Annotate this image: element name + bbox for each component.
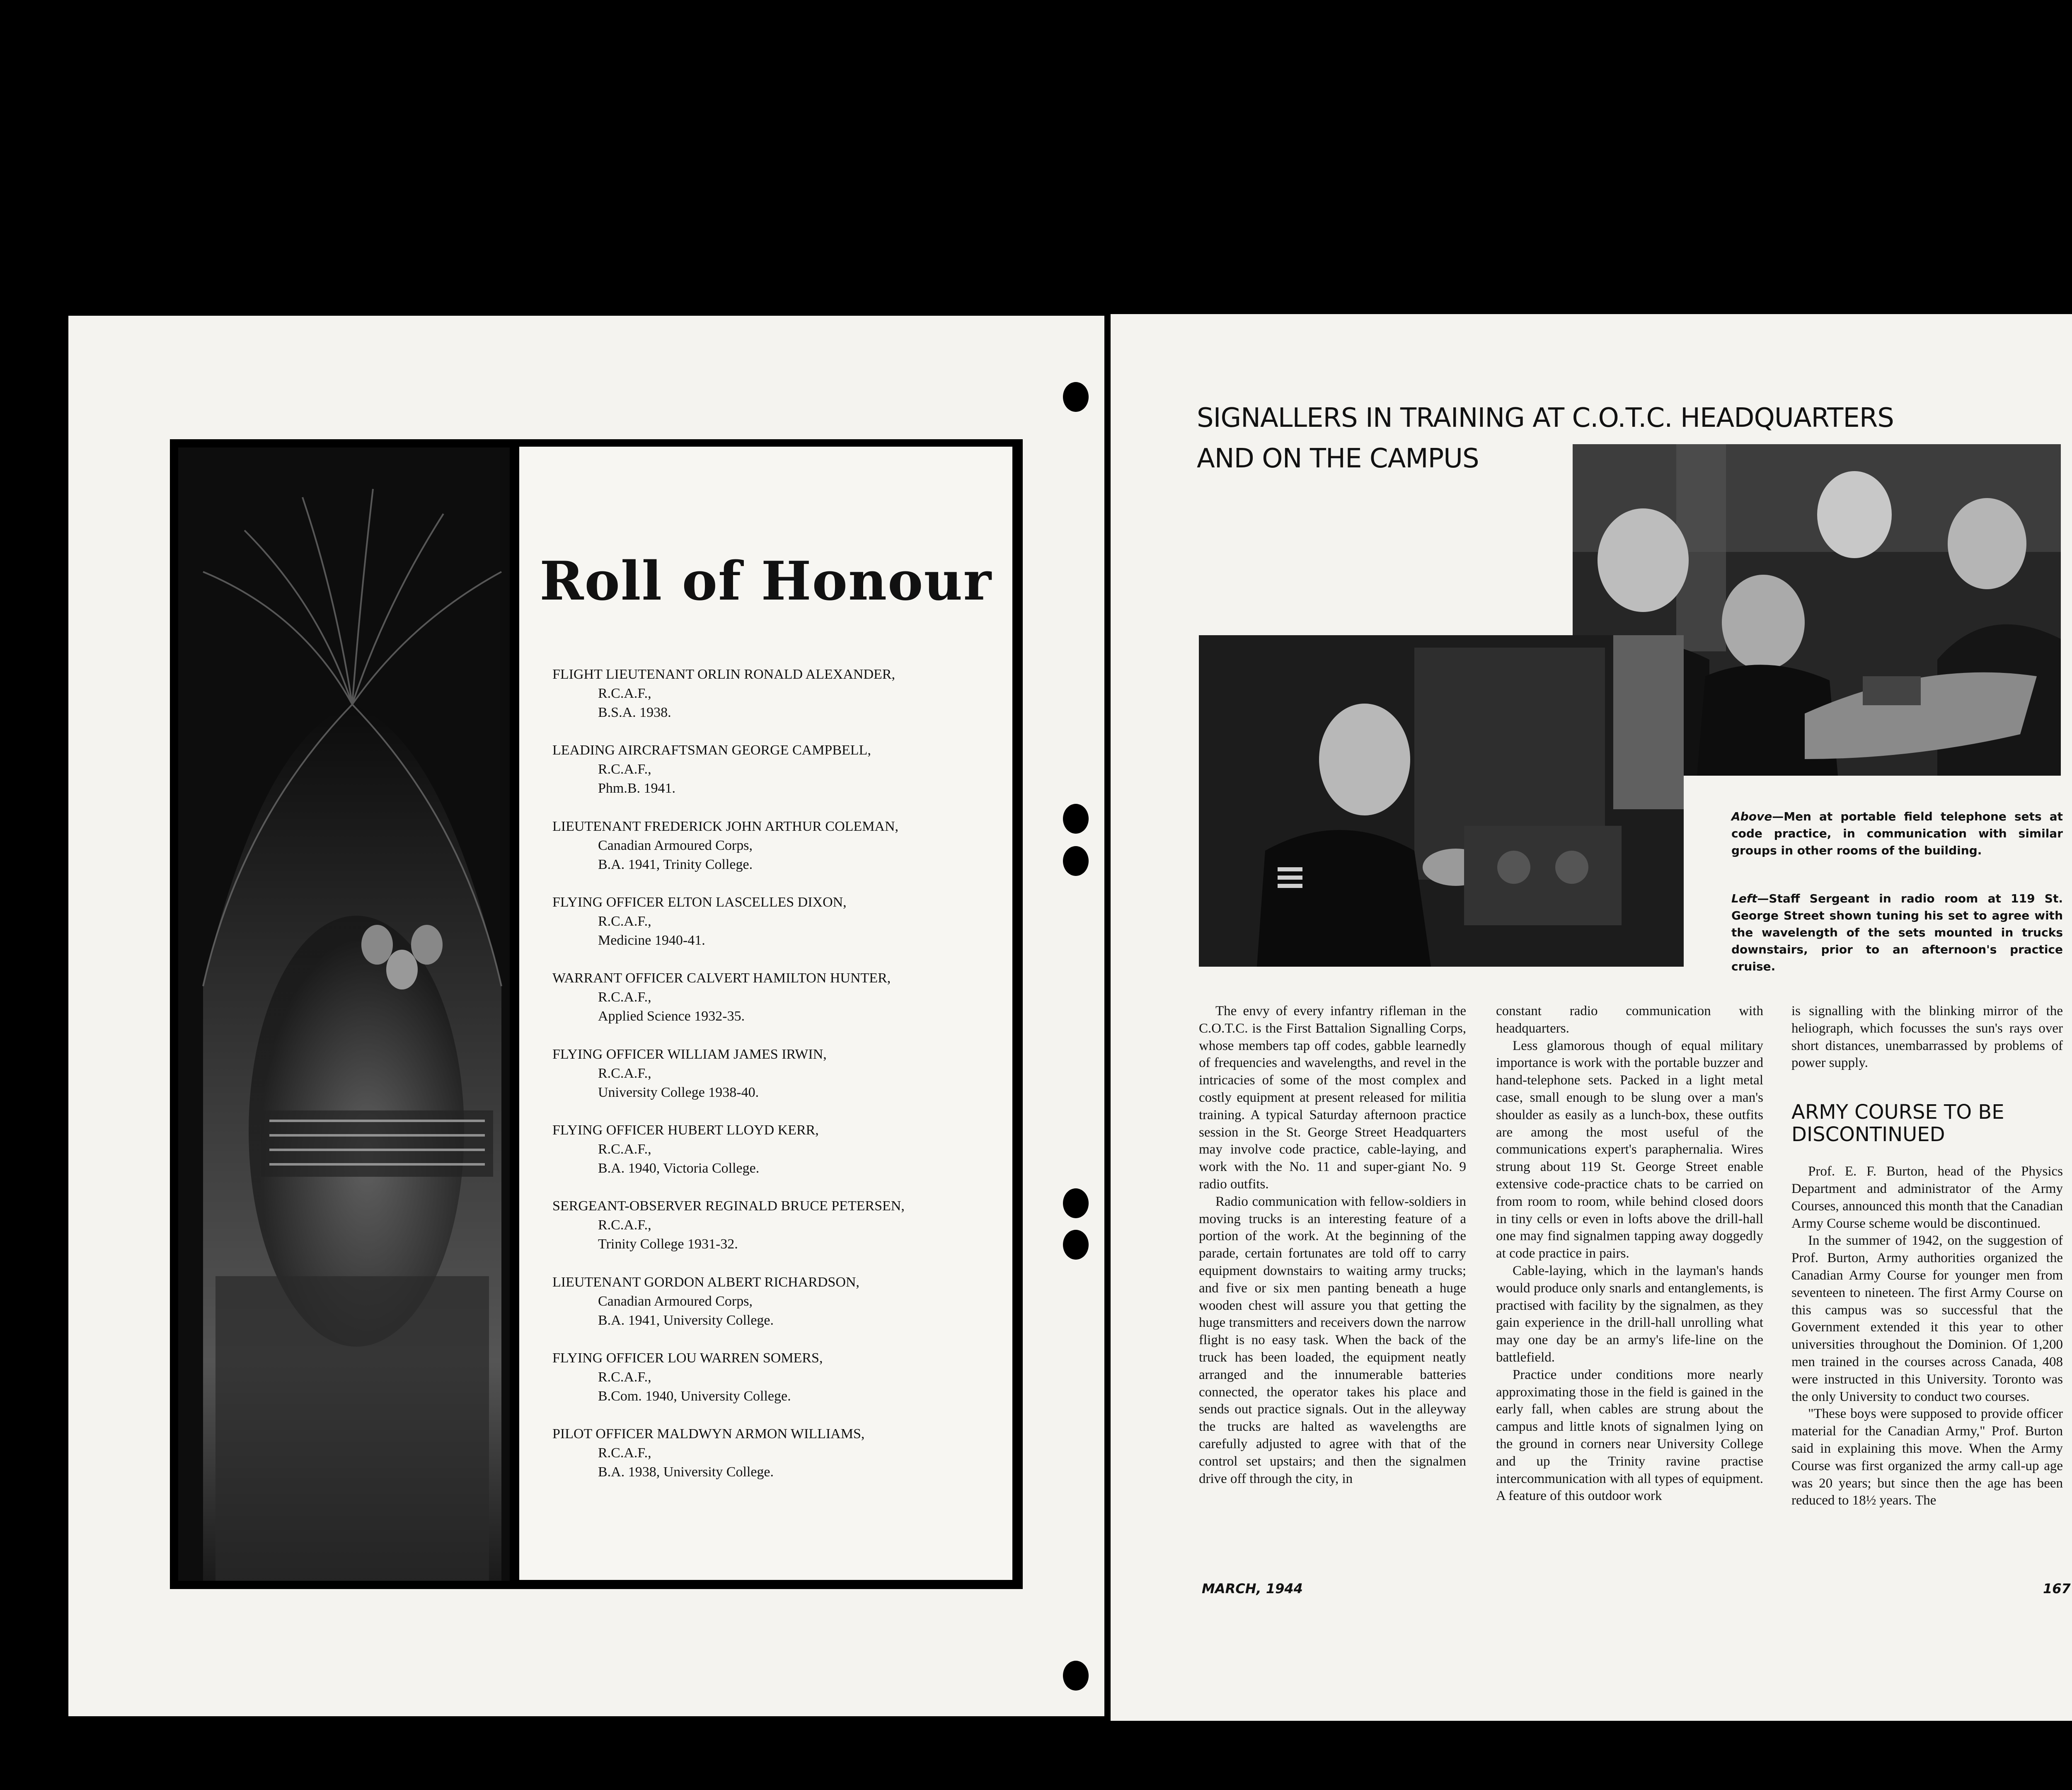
- honour-name: WARRANT OFFICER CALVERT HAMILTON HUNTER,: [552, 970, 891, 986]
- footer-date: MARCH, 1944: [1202, 1581, 1303, 1596]
- roll-of-honour-panel: [519, 447, 1012, 1580]
- paragraph: Radio communication with fellow-soldiers in moving trucks is an interesting feature of a portion of the work. At the beginning of the parade, certain fortunates are told off to carry equipment downstairs to waiting army trucks; and five or six men panting beneath a huge wooden chest will assure you that getting the huge transmitters and receivers down the narrow flight is no easy task. When the back of the truck has been loaded, the equipment neatly arranged and the innumerable batteries connected, the operator takes his place and sends out practice signals. Out in the alleyway the trucks are halted as wavelengths are carefully adjusted to agree with that of the control set upstairs; and then the signalmen drive off through the city, in: [1199, 1194, 1466, 1486]
- binder-hole: [1063, 382, 1089, 412]
- memorial-archway-photo: [178, 448, 510, 1581]
- honour-entry: [552, 817, 898, 874]
- caption-left: [1731, 890, 2063, 975]
- paragraph: Cable-laying, which in the layman's hands would produce only snarls and entanglements, is practised with facility by the signalmen, as they gain experience in the drill-hall unrolling what may one day be an army's life-line on the battlefield.: [1496, 1263, 1763, 1365]
- honour-service: R.C.A.F.,: [598, 914, 651, 929]
- binder-hole: [1063, 1188, 1089, 1218]
- honour-name: LEADING AIRCRAFTSMAN GEORGE CAMPBELL,: [552, 743, 871, 758]
- paragraph: In the summer of 1942, on the suggestion of Prof. Burton, Army authorities organized the Canadian Army Course for younger men from seventeen to nineteen. The first Army Course on this campus was so successful that the Government extended it this year to other universities throughout the Dominion. Of 1,200 men trained in the courses across Canada, 408 were instructed in this University. Toronto was the only University to conduct two courses.: [1791, 1233, 2063, 1404]
- article-column-2: [1496, 1003, 1763, 1505]
- honour-name: FLYING OFFICER LOU WARREN SOMERS,: [552, 1350, 823, 1366]
- paragraph: constant radio communication with headquarters.: [1496, 1004, 1763, 1036]
- honour-service: R.C.A.F.,: [598, 1445, 651, 1461]
- paragraph: Practice under conditions more nearly approximating those in the field is gained in the early fall, when cables are strung about the campus and little knots of signalmen lying on the ground in corners near University College and up the Trinity ravine practise intercommunication with all types of equipment. A feature of this outdoor work: [1496, 1367, 1763, 1504]
- article-column-3: [1791, 1003, 2063, 1509]
- archway-illustration: [178, 448, 510, 1581]
- roll-of-honour-title: Roll of Honour: [540, 550, 992, 612]
- radio-room-illustration: [1199, 635, 1684, 967]
- caption-above-text: —Men at portable field telephone sets at code practice, in communication with similar groups in other rooms of the building.: [1731, 810, 2063, 857]
- page-number: 167: [2043, 1581, 2071, 1596]
- honour-entry: [552, 1121, 819, 1178]
- honour-education: B.A. 1940, Victoria College.: [598, 1161, 760, 1176]
- honour-education: Applied Science 1932-35.: [598, 1009, 745, 1024]
- honour-name: LIEUTENANT FREDERICK JOHN ARTHUR COLEMAN,: [552, 819, 899, 834]
- honour-name: SERGEANT-OBSERVER REGINALD BRUCE PETERSEN,: [552, 1198, 905, 1214]
- honour-education: B.A. 1938, University College.: [598, 1464, 774, 1480]
- honour-entry: [552, 1045, 827, 1102]
- paragraph: is signalling with the blinking mirror of the heliograph, which focusses the sun's rays over short distances, unembarrassed by problems of power supply.: [1791, 1004, 2063, 1071]
- honour-entry: [552, 1425, 864, 1482]
- caption-left-lead: Left: [1731, 892, 1757, 905]
- paragraph: Prof. E. F. Burton, head of the Physics Department and administrator of the Army Courses, announced this month that the Canadian Army Course scheme would be discontinued.: [1791, 1164, 2063, 1231]
- honour-service: Canadian Armoured Corps,: [598, 838, 753, 853]
- honour-education: B.Com. 1940, University College.: [598, 1388, 791, 1404]
- honour-entry: [552, 1273, 859, 1330]
- honour-entry: [552, 1197, 905, 1254]
- honour-entry: [552, 665, 895, 722]
- honour-education: B.A. 1941, University College.: [598, 1313, 774, 1328]
- article-column-1: [1199, 1003, 1466, 1488]
- binder-hole: [1063, 1661, 1089, 1691]
- honour-name: LIEUTENANT GORDON ALBERT RICHARDSON,: [552, 1275, 859, 1290]
- subheading: ARMY COURSE TO BE DISCONTINUED: [1791, 1101, 2004, 1147]
- honour-entry: [552, 969, 891, 1026]
- caption-above-lead: Above: [1731, 810, 1772, 823]
- article-title-line1: SIGNALLERS IN TRAINING AT C.O.T.C. HEADQUARTERS: [1197, 403, 1894, 433]
- honour-service: R.C.A.F.,: [598, 1369, 651, 1385]
- honour-name: FLYING OFFICER ELTON LASCELLES DIXON,: [552, 895, 847, 910]
- honour-education: Trinity College 1931-32.: [598, 1236, 738, 1252]
- honour-entry: [552, 741, 871, 798]
- honour-name: FLIGHT LIEUTENANT ORLIN RONALD ALEXANDER,: [552, 667, 895, 682]
- honour-name: FLYING OFFICER HUBERT LLOYD KERR,: [552, 1122, 819, 1138]
- honour-service: R.C.A.F.,: [598, 1066, 651, 1081]
- article-title-line2: AND ON THE CAMPUS: [1197, 443, 1479, 474]
- honour-education: Medicine 1940-41.: [598, 933, 705, 948]
- binder-hole: [1063, 846, 1089, 876]
- honour-service: R.C.A.F.,: [598, 1217, 651, 1233]
- honour-service: R.C.A.F.,: [598, 1142, 651, 1157]
- binder-hole: [1063, 804, 1089, 834]
- caption-left-text: —Staff Sergeant in radio room at 119 St. George Street shown tuning his set to agree with the wavelength of the sets mounted in trucks downstairs, prior to an afternoon's practice cruise.: [1731, 892, 2063, 973]
- honour-service: R.C.A.F.,: [598, 762, 651, 777]
- honour-entry: [552, 1349, 823, 1406]
- honour-education: B.A. 1941, Trinity College.: [598, 857, 753, 872]
- paragraph: Less glamorous though of equal military importance is work with the portable buzzer and hand-telephone sets. Packed in a light metal case, small enough to be slung over a man's shoulder as easily as a lunch-box, these outfits are among the most useful of the communications expert's paraphernalia. Wires strung about 119 St. George Street enable extensive code-practice chats to be carried on from room to room, while behind closed doors in tiny cells or even in lofts above the drill-hall one may find signalmen tapping away doggedly at code practice in pairs.: [1496, 1038, 1763, 1261]
- honour-education: B.S.A. 1938.: [598, 705, 671, 720]
- honour-education: University College 1938-40.: [598, 1085, 759, 1100]
- honour-entry: [552, 893, 847, 950]
- radio-room-photo: [1199, 635, 1684, 967]
- binder-hole: [1063, 1230, 1089, 1260]
- honour-name: FLYING OFFICER WILLIAM JAMES IRWIN,: [552, 1047, 827, 1062]
- paragraph: The envy of every infantry rifleman in the C.O.T.C. is the First Battalion Signalling Corps, whose members tap off codes, gabble learnedly of frequencies and wavelengths, and revel in the intricacies of some of the most complex and costly equipment at present released for militia training. A typical Saturday afternoon practice session in the St. George Street Headquarters may involve code practice, cable-laying, and work with the No. 11 and super-giant No. 9 radio outfits.: [1199, 1004, 1466, 1192]
- honour-service: R.C.A.F.,: [598, 989, 651, 1005]
- honour-name: PILOT OFFICER MALDWYN ARMON WILLIAMS,: [552, 1426, 865, 1442]
- paragraph: "These boys were supposed to provide officer material for the Canadian Army," Prof. Burton said in explaining this move. When the Army Course was first organized the army call-up age was 20 years; but since then the age has been reduced to 18½ years. The: [1791, 1406, 2063, 1508]
- caption-above: [1731, 808, 2063, 859]
- honour-service: R.C.A.F.,: [598, 686, 651, 701]
- honour-education: Phm.B. 1941.: [598, 781, 676, 796]
- honour-service: Canadian Armoured Corps,: [598, 1294, 753, 1309]
